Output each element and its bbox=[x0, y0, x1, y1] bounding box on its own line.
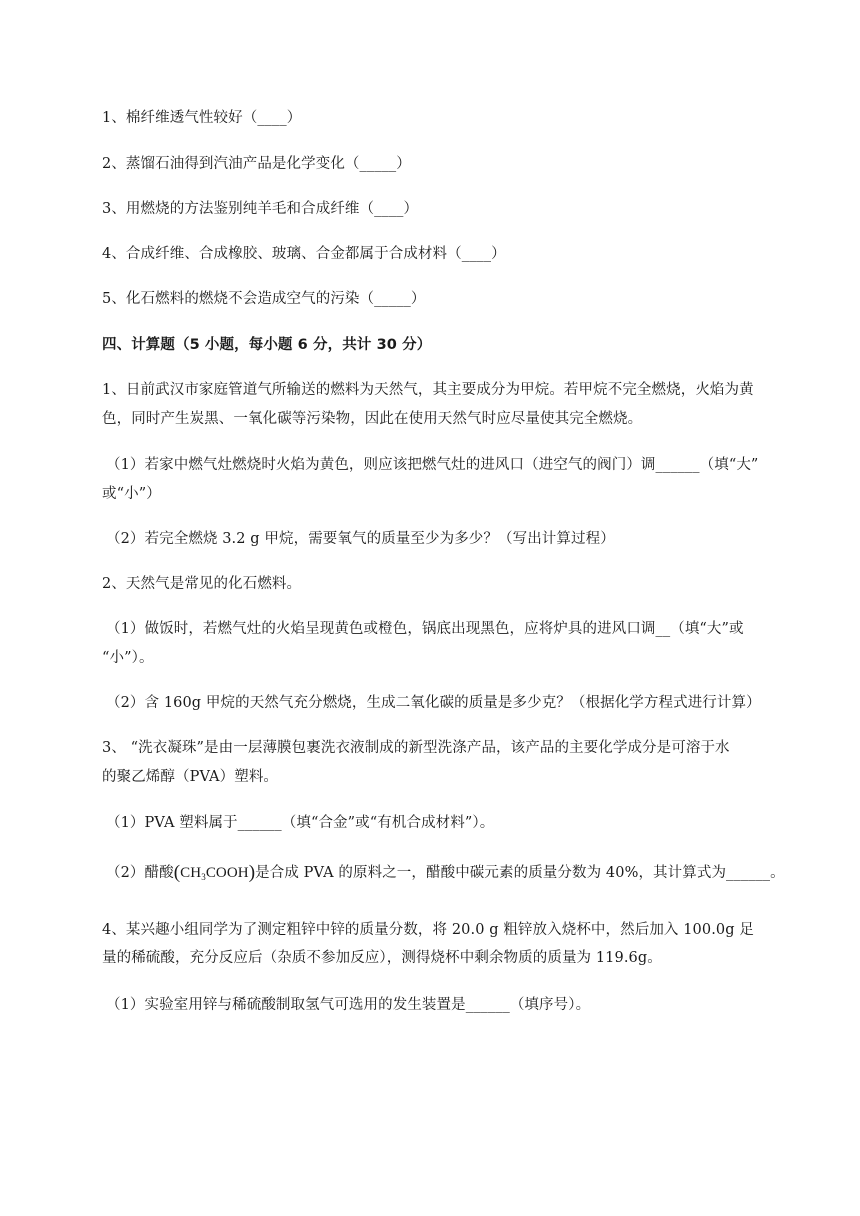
formula-part-cooh: COOH bbox=[205, 865, 249, 881]
q2-sub1-line2: “小”）。 bbox=[102, 650, 154, 666]
q1-sub1-line1: （1）若家中燃气灶燃烧时火焰为黄色，则应该把燃气灶的进风口（进空气的阀门）调______（填“大” bbox=[106, 457, 759, 473]
chemical-formula-acetic-acid bbox=[180, 865, 249, 881]
q3-stem-line2: 的聚乙烯醇（PVA）塑料。 bbox=[102, 769, 279, 785]
formula-subscript: 3 bbox=[201, 872, 206, 882]
q2-sub1-line1: （1）做饭时，若燃气灶的火焰呈现黄色或橙色，锅底出现黑色，应将炉具的进风口调__（填“大”或 bbox=[106, 621, 744, 637]
q1-sub1-line2: 或“小”） bbox=[102, 486, 161, 502]
q2-sub2: （2）含 160g 甲烷的天然气充分燃烧，生成二氧化碳的质量是多少克？（根据化学方程式进行计算） bbox=[106, 695, 761, 711]
q1-stem-line2: 色，同时产生炭黑、一氧化碳等污染物，因此在使用天然气时应尽量使其完全燃烧。 bbox=[102, 411, 643, 427]
judgement-item-1: 1、棉纤维透气性较好（____） bbox=[102, 110, 302, 126]
q3-sub2 bbox=[106, 863, 806, 887]
q1-stem-line1: 1、日前武汉市家庭管道气所输送的燃料为天然气，其主要成分为甲烷。若甲烷不完全燃烧，火焰为黄 bbox=[102, 382, 754, 398]
judgement-item-5: 5、化石燃料的燃烧不会造成空气的污染（_____） bbox=[102, 291, 426, 307]
q3-sub2-prefix: （2）醋酸 bbox=[106, 865, 174, 881]
q4-stem-line1: 4、某兴趣小组同学为了测定粗锌中锌的质量分数，将 20.0 g 粗锌放入烧杯中，然后加入 100.0g 足 bbox=[102, 922, 754, 938]
q3-sub1: （1）PVA 塑料属于______（填“合金”或“有机合成材料”）。 bbox=[106, 815, 495, 831]
q3-stem-line1: 3、 “洗衣凝珠”是由一层薄膜包裹洗衣液制成的新型洗涤产品，该产品的主要化学成分是可溶于水 bbox=[102, 740, 730, 756]
judgement-item-2: 2、蒸馏石油得到汽油产品是化学变化（_____） bbox=[102, 156, 411, 172]
q1-sub2: （2）若完全燃烧 3.2 g 甲烷，需要氧气的质量至少为多少？（写出计算过程） bbox=[106, 531, 615, 547]
formula-open-paren: ( bbox=[173, 862, 181, 883]
formula-close-paren: ) bbox=[248, 862, 256, 883]
q3-sub2-suffix: 是合成 PVA 的原料之一，醋酸中碳元素的质量分数为 40%，其计算式为______。 bbox=[255, 865, 785, 881]
section-heading-calculation: 四、计算题（5 小题，每小题 6 分，共计 30 分） bbox=[102, 337, 432, 353]
judgement-item-4: 4、合成纤维、合成橡胶、玻璃、合金都属于合成材料（____） bbox=[102, 246, 506, 262]
judgement-item-3: 3、用燃烧的方法鉴别纯羊毛和合成纤维（____） bbox=[102, 201, 419, 217]
formula-part-ch: CH bbox=[180, 865, 202, 881]
q4-stem-line2: 量的稀硫酸，充分反应后（杂质不参加反应），测得烧杯中剩余物质的质量为 119.6g。 bbox=[102, 950, 662, 966]
q2-stem: 2、天然气是常见的化石燃料。 bbox=[102, 576, 302, 592]
q4-sub1: （1）实验室用锌与稀硫酸制取氢气可选用的发生装置是______（填序号）。 bbox=[106, 997, 591, 1013]
